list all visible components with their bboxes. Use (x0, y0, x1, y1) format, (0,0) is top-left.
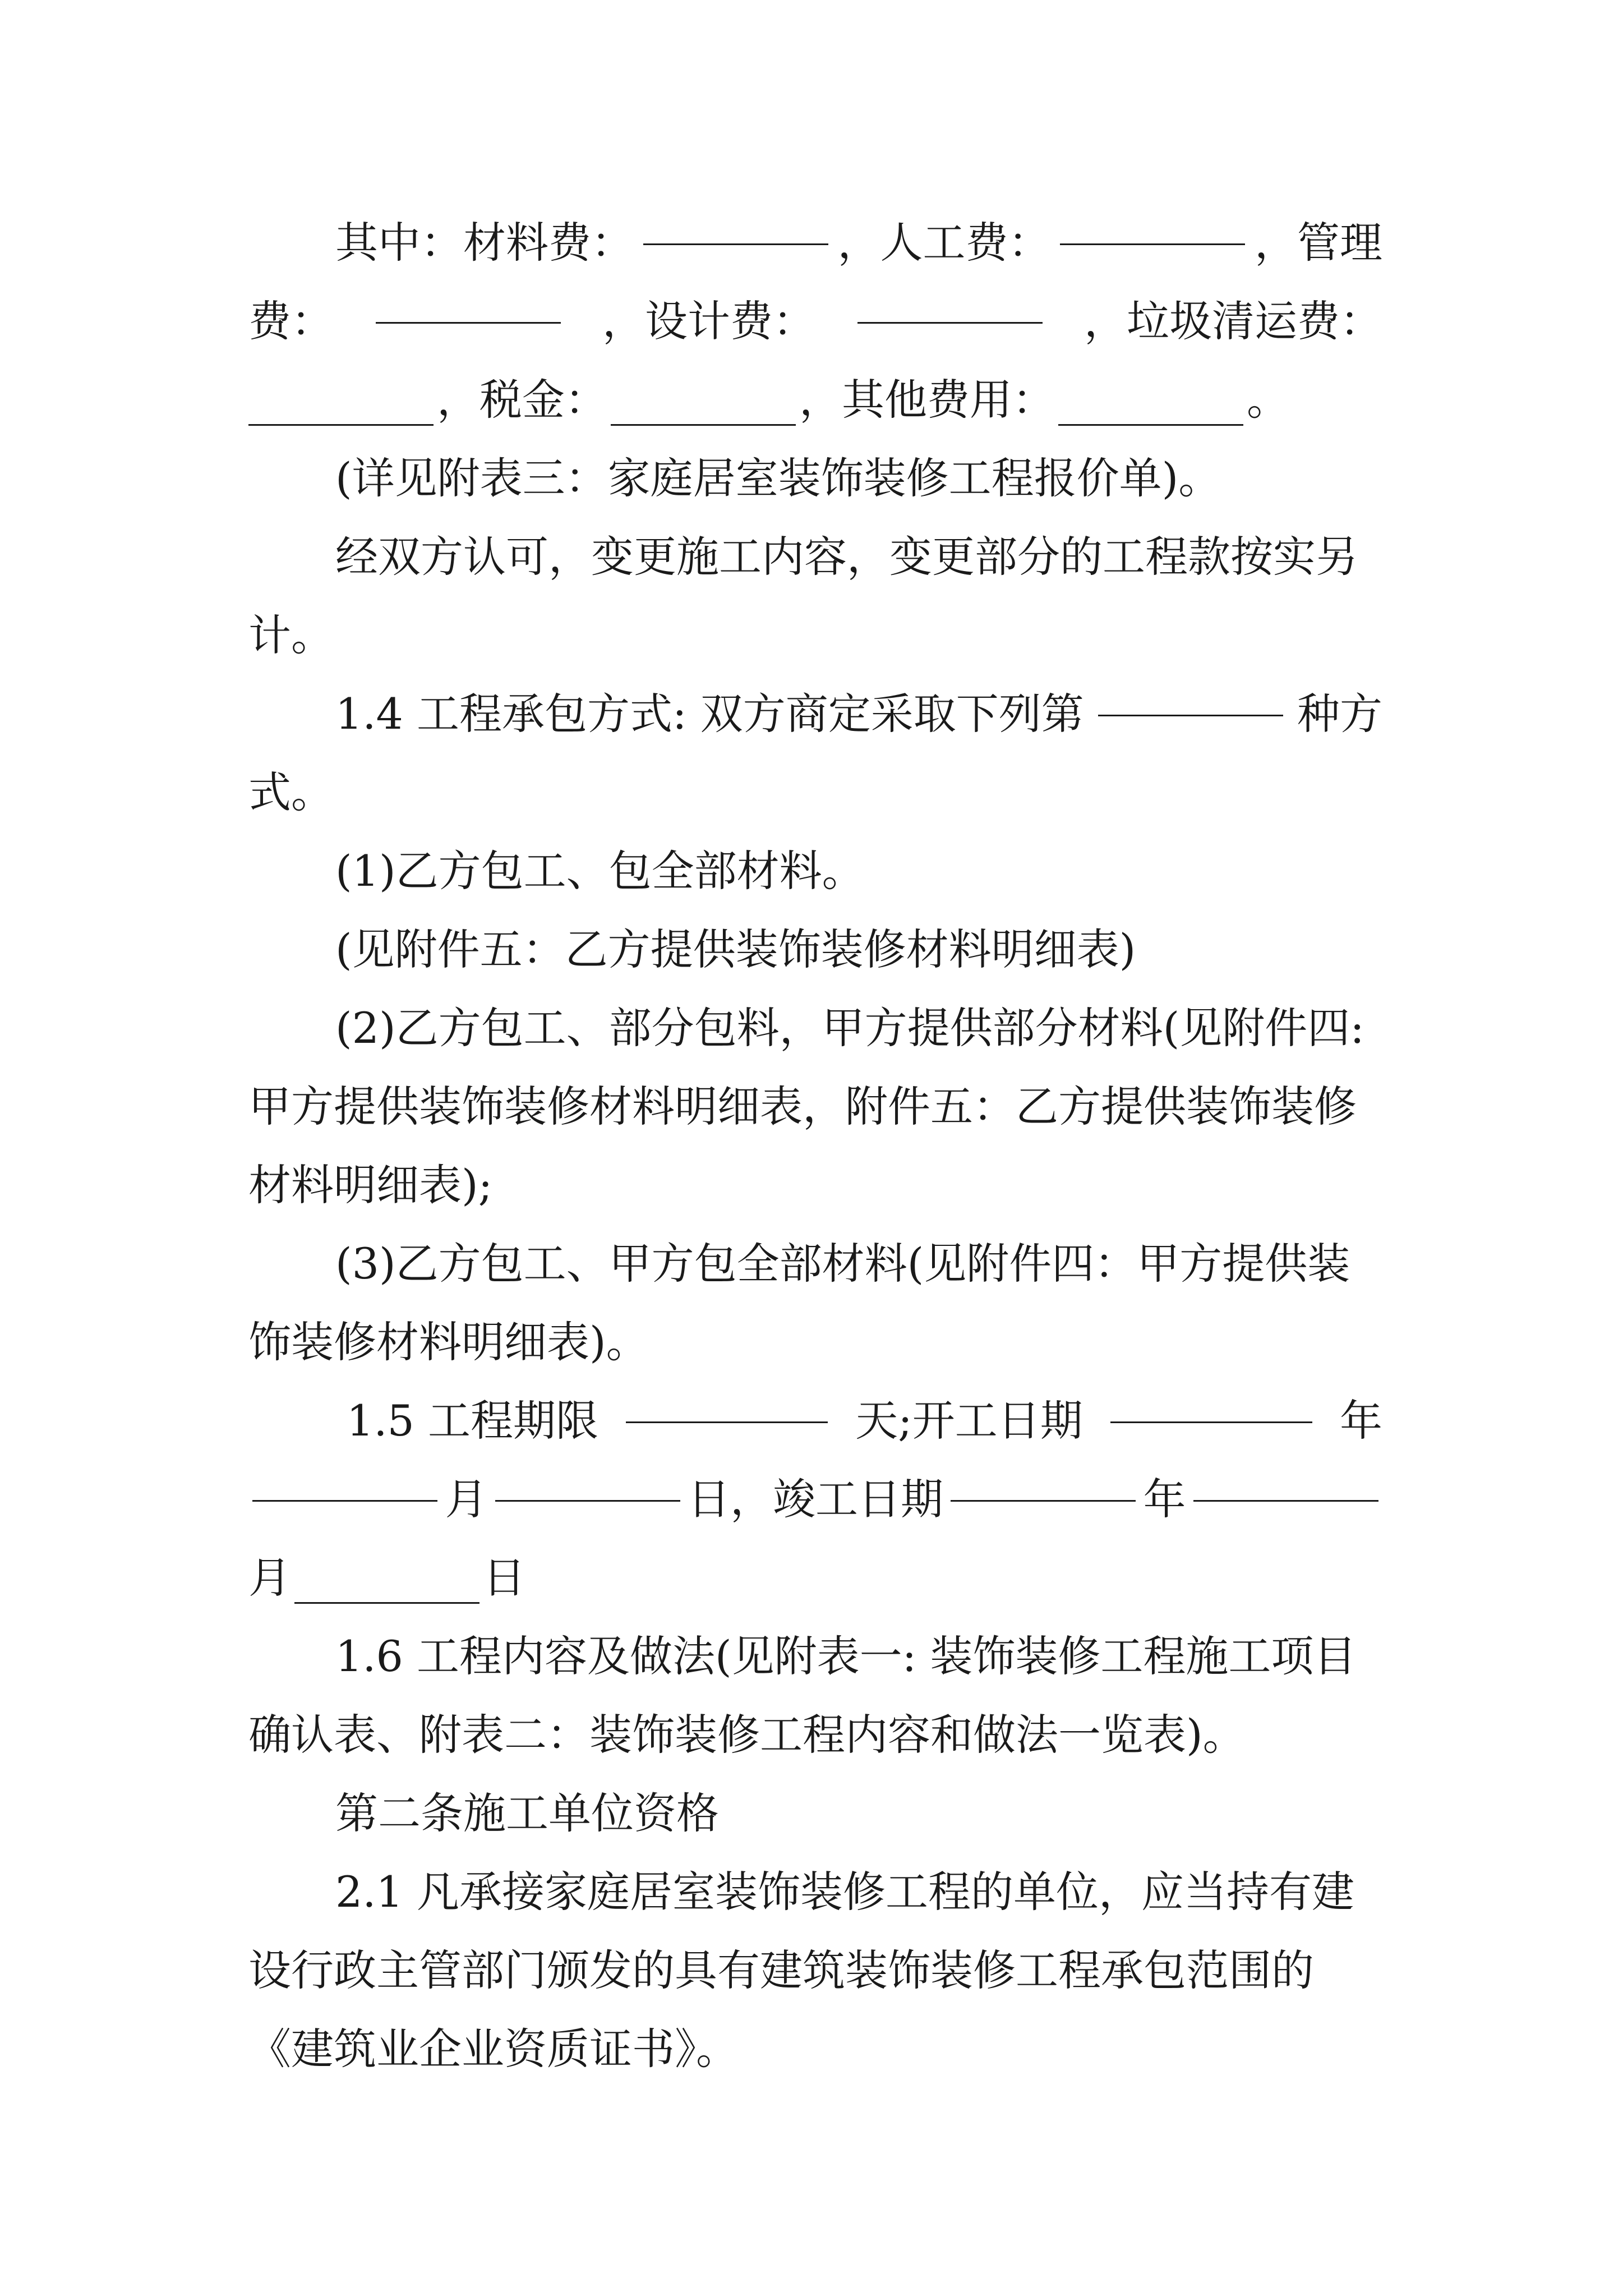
text-waste-removal-fee: ，垃圾清运费： (1084, 296, 1382, 346)
blank-completion-month[interactable] (1193, 1498, 1378, 1502)
line-contract-method (335, 675, 1382, 753)
paragraph-line: (详见附表三：家庭居室装饰装修工程报价单)。 (335, 453, 1221, 503)
blank-method-number[interactable] (1098, 712, 1283, 716)
text-management: ，管理 (1255, 218, 1382, 268)
text-month: 月 (248, 1553, 291, 1603)
blank-management-fee[interactable] (376, 320, 561, 324)
paragraph-line: (2)乙方包工、部分包料，甲方提供部分材料(见附件四: (335, 1003, 1364, 1053)
text-period: 。 (1247, 375, 1289, 425)
line-project-period (347, 1382, 1382, 1460)
line-fee-breakdown-3 (248, 361, 1382, 439)
paragraph-line: 计。 (248, 610, 334, 660)
blank-days[interactable] (626, 1419, 828, 1423)
blank-start-year[interactable] (1110, 1419, 1312, 1423)
blank-start-month[interactable] (252, 1498, 437, 1502)
paragraph-line: (1)乙方包工、包全部材料。 (335, 846, 865, 896)
paragraph-line: 2.1 凡承接家庭居室装饰装修工程的单位，应当持有建 (335, 1867, 1355, 1917)
text-design-fee: ，设计费： (602, 296, 815, 346)
paragraph-line: 式。 (248, 767, 334, 817)
text-contract-method: 1.4 工程承包方式: 双方商定采取下列第 (335, 689, 1084, 739)
text-project-period: 1.5 工程期限 (347, 1396, 599, 1446)
blank-start-day[interactable] (495, 1498, 680, 1502)
text-other-fees: ，其他费用： (799, 375, 1055, 425)
paragraph-line: (见附件五：乙方提供装饰装修材料明细表) (335, 924, 1136, 974)
section-heading: 第二条施工单位资格 (335, 1788, 719, 1838)
paragraph-line: 确认表、附表二：装饰装修工程内容和做法一览表)。 (248, 1710, 1246, 1760)
paragraph-line: 饰装修材料明细表)。 (248, 1317, 649, 1367)
line-completion-day (248, 1539, 1382, 1617)
paragraph-line: 设行政主管部门颁发的具有建筑装饰装修工程承包范围的 (248, 1945, 1314, 1995)
line-fee-breakdown-2 (248, 282, 1382, 361)
blank-tax[interactable] (611, 422, 796, 426)
blank-other-fees[interactable] (1058, 422, 1243, 426)
text-start-date: 天;开工日期 (855, 1396, 1083, 1446)
paragraph-line: 《建筑业企业资质证书》。 (248, 2024, 739, 2074)
blank-completion-day[interactable] (294, 1600, 479, 1604)
text-kind: 种方 (1297, 689, 1382, 739)
text-year: 年 (1339, 1396, 1382, 1446)
line-dates (248, 1460, 1382, 1539)
blank-design-fee[interactable] (857, 320, 1043, 324)
text-year: 年 (1143, 1474, 1186, 1524)
text-day: 日 (483, 1553, 525, 1603)
line-fee-breakdown-1 (335, 204, 1382, 282)
text-month: 月 (445, 1474, 488, 1524)
text-materials-fee: 其中：材料费： (335, 218, 634, 268)
text-labor-fee: ，人工费： (837, 218, 1051, 268)
paragraph-line: 经双方认可，变更施工内容，变更部分的工程款按实另 (335, 532, 1358, 582)
paragraph-line: 材料明细表); (248, 1160, 493, 1210)
text-completion-date: 日，竣工日期 (688, 1474, 943, 1524)
blank-waste-removal-fee[interactable] (248, 422, 434, 426)
blank-labor-fee[interactable] (1060, 241, 1245, 245)
blank-materials-fee[interactable] (643, 241, 828, 245)
text-tax: ，税金： (437, 375, 607, 425)
paragraph-line: (3)乙方包工、甲方包全部材料(见附件四：甲方提供装 (335, 1239, 1350, 1289)
paragraph-line: 1.6 工程内容及做法(见附表一: 装饰装修工程施工项目 (335, 1631, 1357, 1681)
blank-completion-year[interactable] (951, 1498, 1136, 1502)
text-management-fee: 费： (248, 296, 334, 346)
paragraph-line: 甲方提供装饰装修材料明细表，附件五：乙方提供装饰装修 (248, 1082, 1357, 1131)
